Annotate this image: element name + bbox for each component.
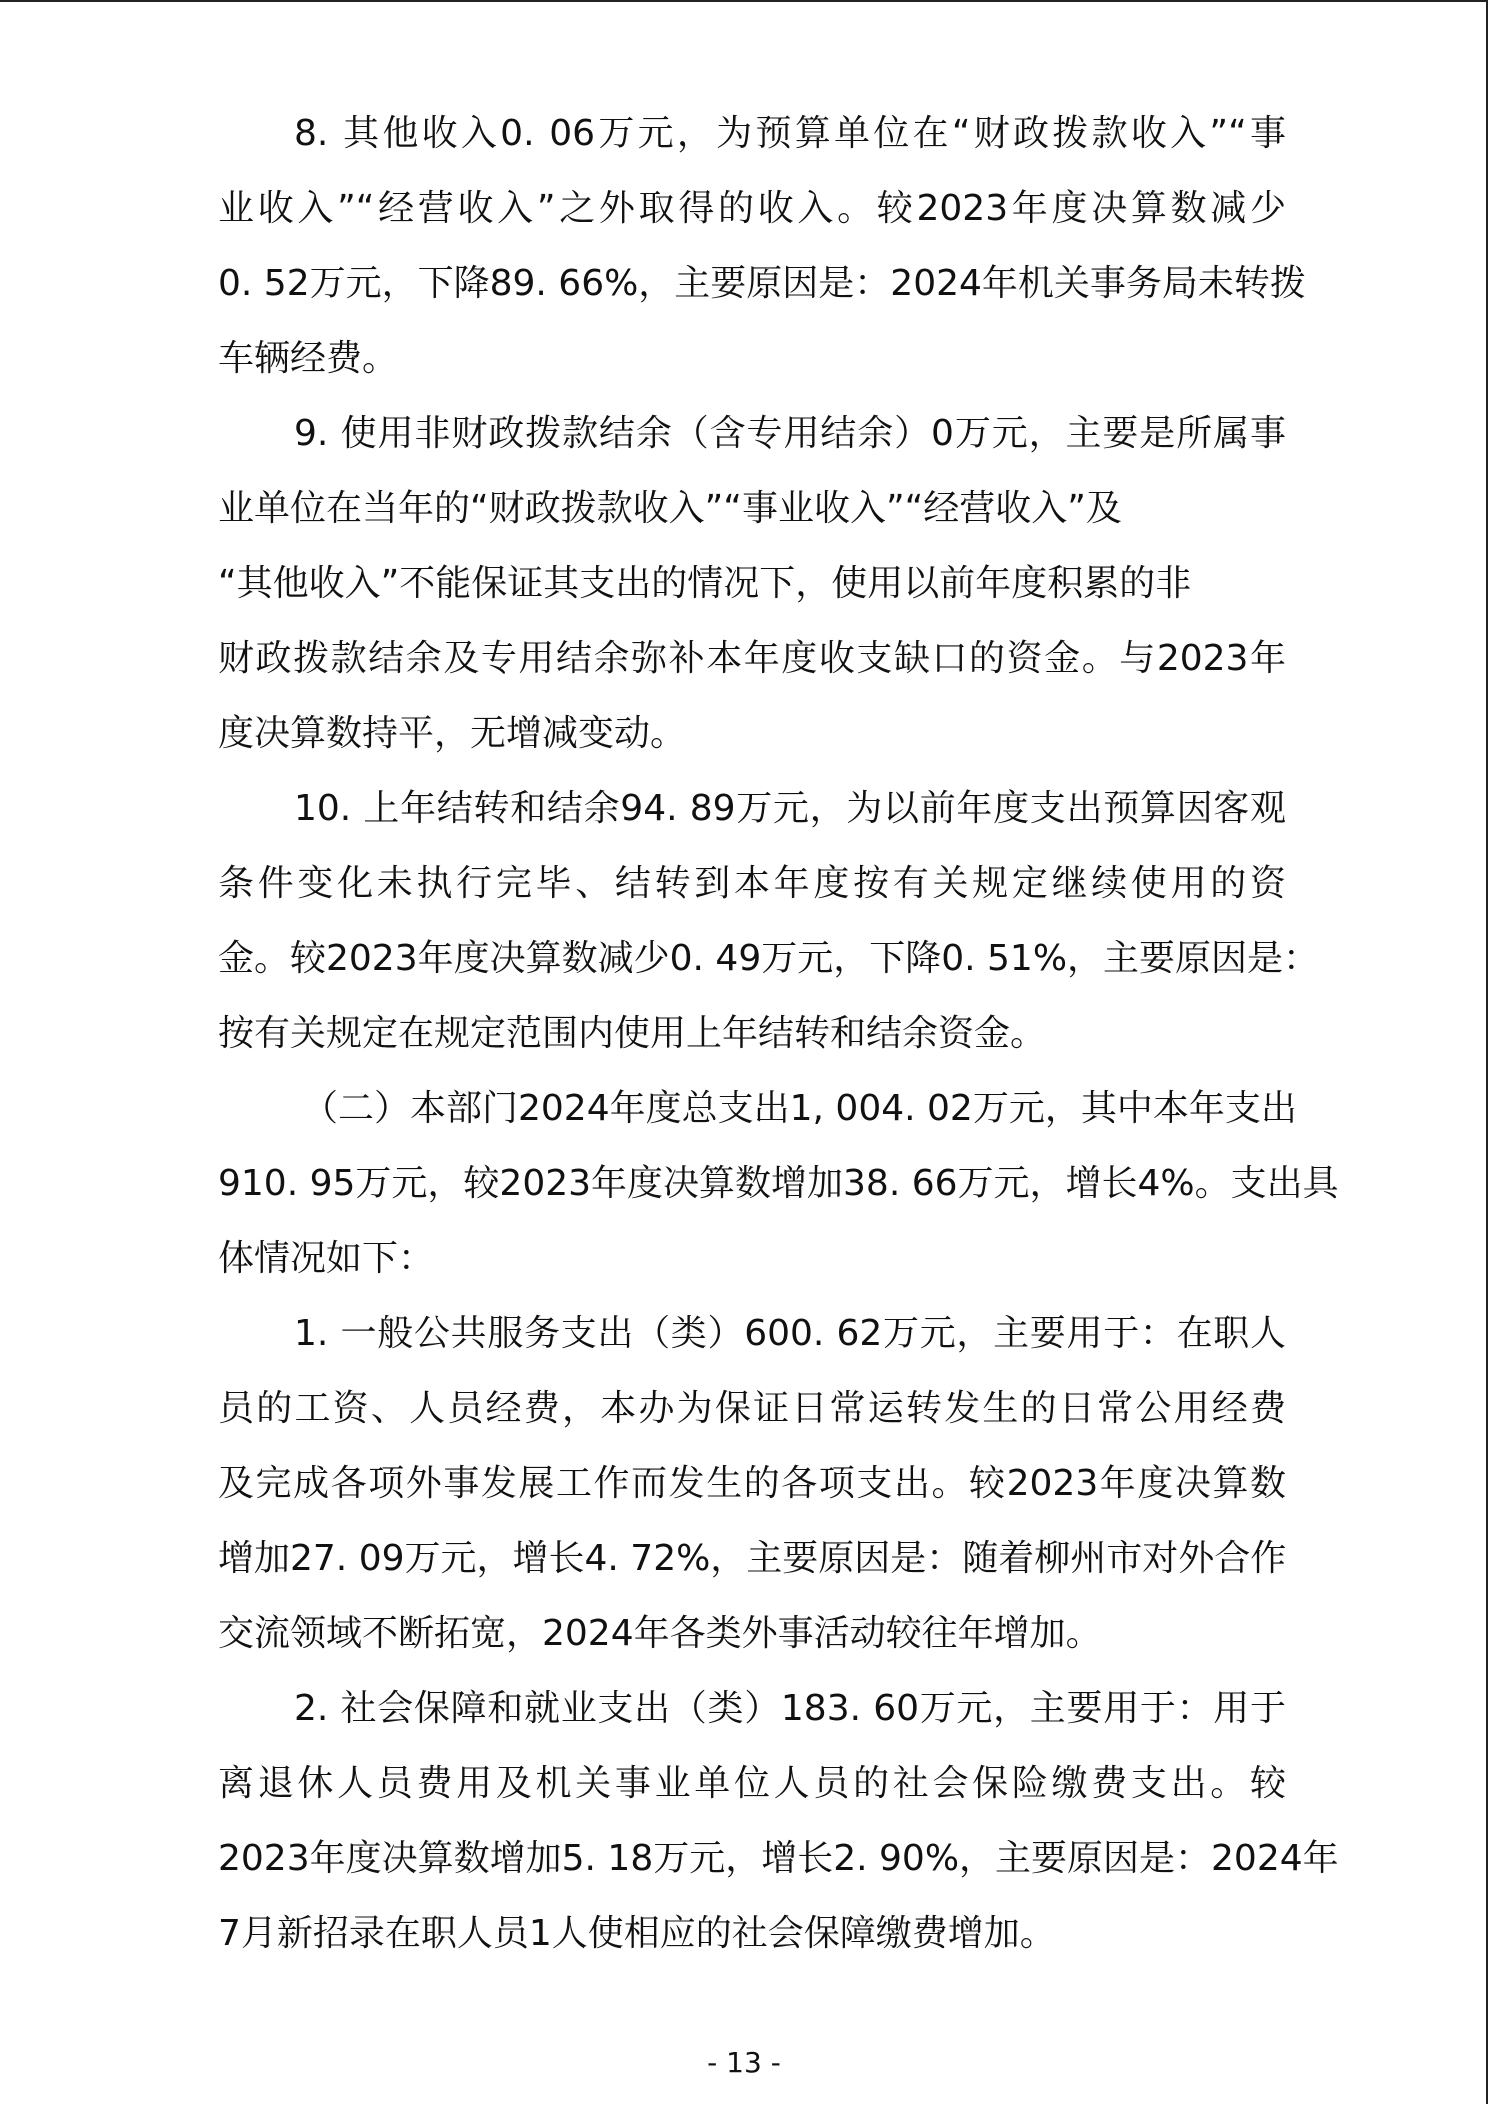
text-line: 财政拨款结余及专用结余弥补本年度收支缺口的资金。与2023年 — [218, 638, 1286, 679]
text-line: 员的工资、人员经费，本办为保证日常运转发生的日常公用经费 — [218, 1388, 1286, 1429]
text-line: 业单位在当年的“财政拨款收入”“事业收入”“经营收入”及 — [218, 488, 1122, 529]
text-line: 910. 95万元，较2023年度决算数增加38. 66万元，增长4%。支出具 — [218, 1163, 1339, 1204]
text-line: 8. 其他收入0. 06万元，为预算单位在“财政拨款收入”“事 — [294, 113, 1286, 154]
text-line: 1. 一般公共服务支出（类）600. 62万元，主要用于：在职人 — [294, 1313, 1286, 1354]
text-line: “其他收入”不能保证其支出的情况下，使用以前年度积累的非 — [218, 563, 1192, 604]
text-line: 交流领域不断拓宽，2024年各类外事活动较往年增加。 — [218, 1613, 1102, 1654]
text-line: 及完成各项外事发展工作而发生的各项支出。较2023年度决算数 — [218, 1463, 1286, 1504]
text-line: 增加27. 09万元，增长4. 72%，主要原因是：随着柳州市对外合作 — [218, 1538, 1287, 1579]
text-line: 2023年度决算数增加5. 18万元，增长2. 90%，主要原因是：2024年 — [218, 1838, 1339, 1879]
text-line: 10. 上年结转和结余94. 89万元，为以前年度支出预算因客观 — [294, 788, 1286, 829]
text-line: 车辆经费。 — [218, 338, 399, 379]
text-line: 按有关规定在规定范围内使用上年结转和结余资金。 — [218, 1013, 1047, 1054]
text-line: 9. 使用非财政拨款结余（含专用结余）0万元，主要是所属事 — [294, 413, 1286, 454]
text-line: 2. 社会保障和就业支出（类）183. 60万元，主要用于：用于 — [294, 1688, 1286, 1729]
body-text — [218, 96, 1339, 1971]
text-line: 条件变化未执行完毕、结转到本年度按有关规定继续使用的资 — [218, 863, 1286, 904]
text-line: 度决算数持平，无增减变动。 — [218, 713, 687, 754]
text-line: 0. 52万元，下降89. 66%，主要原因是：2024年机关事务局未转拨 — [218, 263, 1306, 304]
text-line: （二）本部门2024年度总支出1, 004. 02万元，其中本年支出 — [302, 1088, 1297, 1129]
text-line: 金。较2023年度决算数减少0. 49万元，下降0. 51%，主要原因是： — [218, 938, 1320, 979]
text-line: 业收入”“经营收入”之外取得的收入。较2023年度决算数减少 — [218, 188, 1286, 229]
text-line: 离退休人员费用及机关事业单位人员的社会保险缴费支出。较 — [218, 1763, 1286, 1804]
page-number: - 13 - — [707, 2046, 781, 2079]
text-line: 7月新招录在职人员1人使相应的社会保障缴费增加。 — [218, 1913, 1056, 1954]
text-line: 体情况如下： — [218, 1238, 435, 1279]
